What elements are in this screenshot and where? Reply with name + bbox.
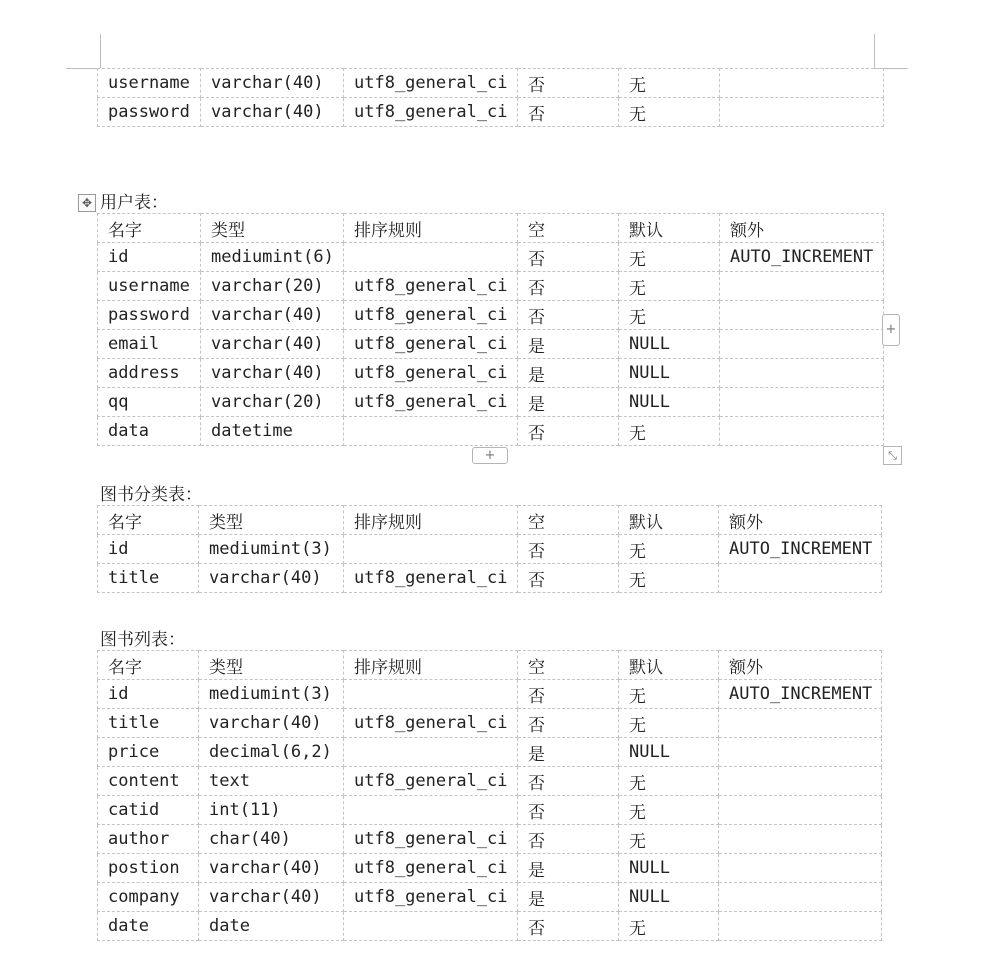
cell-null[interactable]: 否 [518, 69, 619, 98]
cell-name[interactable]: username [98, 69, 201, 98]
cell-type[interactable]: varchar(40) [201, 301, 344, 330]
cell-name[interactable]: id [98, 680, 199, 709]
cell-name[interactable]: content [98, 767, 199, 796]
cell-extra[interactable] [720, 330, 884, 359]
cell-null[interactable]: 是 [518, 854, 619, 883]
cell-type[interactable]: varchar(40) [199, 854, 344, 883]
cell-default[interactable]: 无 [619, 709, 719, 738]
cell-null[interactable]: 否 [518, 243, 619, 272]
table-row [98, 243, 884, 272]
cell-default[interactable]: 无 [619, 243, 720, 272]
table-row [98, 417, 884, 446]
cell-type[interactable]: varchar(40) [199, 709, 344, 738]
cell-null[interactable]: 否 [518, 301, 619, 330]
cell-collation[interactable] [344, 680, 518, 709]
table-row [98, 767, 882, 796]
cell-null[interactable]: 否 [518, 564, 619, 593]
cell-extra[interactable] [719, 854, 882, 883]
table-row [98, 709, 882, 738]
cell-extra[interactable]: AUTO_INCREMENT [719, 680, 882, 709]
prev-table [97, 68, 884, 127]
cell-collation[interactable]: utf8_general_ci [344, 388, 518, 417]
cell-collation[interactable]: utf8_general_ci [344, 767, 518, 796]
user-table [97, 213, 884, 446]
cell-default[interactable]: 无 [619, 825, 719, 854]
cell-type[interactable]: varchar(40) [201, 69, 344, 98]
cell-extra[interactable]: AUTO_INCREMENT [720, 243, 884, 272]
table-row [98, 883, 882, 912]
cell-null[interactable]: 否 [518, 767, 619, 796]
cell-extra[interactable] [719, 709, 882, 738]
cell-name[interactable]: id [98, 243, 201, 272]
header-cell-collation[interactable]: 排序规则 [344, 214, 518, 243]
cell-type[interactable]: varchar(40) [201, 330, 344, 359]
cell-collation[interactable]: utf8_general_ci [344, 69, 518, 98]
header-cell-null[interactable]: 空 [518, 214, 619, 243]
header-cell-default[interactable]: 默认 [619, 214, 720, 243]
page-corner-mark-left [100, 34, 101, 68]
table-header-row [98, 506, 882, 535]
table-row [98, 330, 884, 359]
cell-null[interactable]: 否 [518, 680, 619, 709]
table-row [98, 359, 884, 388]
book-table-caption: 图书列表： [100, 630, 185, 650]
cell-type[interactable]: varchar(40) [199, 883, 344, 912]
cell-collation[interactable]: utf8_general_ci [344, 564, 518, 593]
cell-default[interactable]: NULL [619, 359, 720, 388]
add-row-button[interactable]: + [472, 447, 508, 464]
cell-collation[interactable]: utf8_general_ci [344, 98, 518, 127]
table-row [98, 796, 882, 825]
cell-default[interactable]: 无 [619, 69, 720, 98]
cell-default[interactable]: 无 [619, 796, 719, 825]
header-cell-type[interactable]: 类型 [199, 506, 344, 535]
cell-collation[interactable] [344, 535, 518, 564]
cell-collation[interactable] [344, 912, 518, 941]
header-cell-default[interactable]: 默认 [619, 506, 719, 535]
cell-extra[interactable] [719, 796, 882, 825]
header-cell-name[interactable]: 名字 [98, 651, 199, 680]
header-cell-type[interactable]: 类型 [199, 651, 344, 680]
resize-diagonal-icon[interactable]: ⤡ [883, 446, 902, 465]
cell-default[interactable]: 无 [619, 272, 720, 301]
table-header-row [98, 651, 882, 680]
header-cell-collation[interactable]: 排序规则 [344, 506, 518, 535]
cell-name[interactable]: email [98, 330, 201, 359]
table-row [98, 854, 882, 883]
cell-default[interactable]: 无 [619, 98, 720, 127]
cell-extra[interactable] [719, 564, 882, 593]
header-cell-null[interactable]: 空 [518, 651, 619, 680]
cell-default[interactable]: 无 [619, 564, 719, 593]
cell-type[interactable]: int(11) [199, 796, 344, 825]
cell-default[interactable]: NULL [619, 330, 720, 359]
cell-type[interactable]: varchar(20) [201, 388, 344, 417]
cell-default[interactable]: 无 [619, 417, 720, 446]
cell-default[interactable]: NULL [619, 738, 719, 767]
cell-type[interactable]: char(40) [199, 825, 344, 854]
table-row [98, 680, 882, 709]
header-cell-null[interactable]: 空 [518, 506, 619, 535]
cell-null[interactable]: 是 [518, 738, 619, 767]
cell-collation[interactable] [344, 243, 518, 272]
cell-default[interactable]: 无 [619, 301, 720, 330]
cell-collation[interactable]: utf8_general_ci [344, 272, 518, 301]
cell-name[interactable]: password [98, 301, 201, 330]
cell-collation[interactable]: utf8_general_ci [344, 330, 518, 359]
cell-type[interactable]: varchar(40) [199, 564, 344, 593]
cell-null[interactable]: 是 [518, 883, 619, 912]
table-row [98, 301, 884, 330]
header-cell-default[interactable]: 默认 [619, 651, 719, 680]
table-row [98, 535, 882, 564]
cell-name[interactable]: title [98, 564, 199, 593]
cell-default[interactable]: NULL [619, 388, 720, 417]
cell-null[interactable]: 否 [518, 417, 619, 446]
cell-type[interactable]: mediumint(6) [201, 243, 344, 272]
cell-extra[interactable] [720, 69, 884, 98]
cell-collation[interactable]: utf8_general_ci [344, 825, 518, 854]
header-cell-extra[interactable]: 额外 [719, 506, 882, 535]
cell-collation[interactable]: utf8_general_ci [344, 883, 518, 912]
cell-null[interactable]: 否 [518, 912, 619, 941]
cell-extra[interactable] [719, 825, 882, 854]
cell-extra[interactable] [720, 98, 884, 127]
header-cell-name[interactable]: 名字 [98, 506, 199, 535]
header-cell-extra[interactable]: 额外 [719, 651, 882, 680]
cell-type[interactable]: varchar(40) [201, 98, 344, 127]
cell-default[interactable]: 无 [619, 680, 719, 709]
add-column-button[interactable]: + [882, 314, 900, 346]
table-row [98, 272, 884, 301]
cell-extra[interactable] [720, 388, 884, 417]
cell-name[interactable]: qq [98, 388, 201, 417]
cell-type[interactable]: date [199, 912, 344, 941]
header-cell-name[interactable]: 名字 [98, 214, 201, 243]
cell-extra[interactable] [719, 767, 882, 796]
cell-name[interactable]: postion [98, 854, 199, 883]
cell-default[interactable]: NULL [619, 883, 719, 912]
cell-null[interactable]: 否 [518, 796, 619, 825]
cell-null[interactable]: 否 [518, 535, 619, 564]
table-row [98, 69, 884, 98]
cell-null[interactable]: 否 [518, 709, 619, 738]
cell-null[interactable]: 否 [518, 825, 619, 854]
cell-default[interactable]: 无 [619, 535, 719, 564]
cell-type[interactable]: mediumint(3) [199, 680, 344, 709]
cell-name[interactable]: username [98, 272, 201, 301]
cell-name[interactable]: catid [98, 796, 199, 825]
cell-type[interactable]: varchar(40) [201, 359, 344, 388]
cell-name[interactable]: date [98, 912, 199, 941]
cell-collation[interactable]: utf8_general_ci [344, 854, 518, 883]
page-corner-mark-left-h [66, 68, 100, 69]
cell-null[interactable]: 是 [518, 388, 619, 417]
cell-collation[interactable]: utf8_general_ci [344, 359, 518, 388]
table-header-row [98, 214, 884, 243]
cell-name[interactable]: password [98, 98, 201, 127]
cell-default[interactable]: 无 [619, 912, 719, 941]
cell-name[interactable]: author [98, 825, 199, 854]
cell-type[interactable]: decimal(6,2) [199, 738, 344, 767]
cell-null[interactable]: 是 [518, 359, 619, 388]
user-table-caption: 用户表： [100, 193, 168, 213]
book-table [97, 650, 882, 941]
table-row [98, 98, 884, 127]
cell-extra[interactable] [720, 417, 884, 446]
cell-null[interactable]: 否 [518, 272, 619, 301]
table-move-icon[interactable]: ✥ [78, 194, 96, 212]
cell-collation[interactable]: utf8_general_ci [344, 301, 518, 330]
table-row [98, 564, 882, 593]
cell-collation[interactable]: utf8_general_ci [344, 709, 518, 738]
cell-default[interactable]: NULL [619, 854, 719, 883]
cell-name[interactable]: data [98, 417, 201, 446]
cell-type[interactable]: datetime [201, 417, 344, 446]
cell-type[interactable]: varchar(20) [201, 272, 344, 301]
cell-collation[interactable] [344, 738, 518, 767]
cell-default[interactable]: 无 [619, 767, 719, 796]
cell-extra[interactable] [719, 883, 882, 912]
table-row [98, 738, 882, 767]
cell-extra[interactable] [720, 359, 884, 388]
cell-null[interactable]: 否 [518, 98, 619, 127]
cell-extra[interactable] [719, 912, 882, 941]
cell-type[interactable]: text [199, 767, 344, 796]
cell-type[interactable]: mediumint(3) [199, 535, 344, 564]
header-cell-type[interactable]: 类型 [201, 214, 344, 243]
cell-name[interactable]: price [98, 738, 199, 767]
table-row [98, 825, 882, 854]
cell-extra[interactable] [719, 738, 882, 767]
cell-extra[interactable] [720, 272, 884, 301]
header-cell-extra[interactable]: 额外 [720, 214, 884, 243]
table-row [98, 388, 884, 417]
cell-name[interactable]: id [98, 535, 199, 564]
cell-extra[interactable] [720, 301, 884, 330]
cell-name[interactable]: title [98, 709, 199, 738]
cell-collation[interactable] [344, 796, 518, 825]
cell-name[interactable]: company [98, 883, 199, 912]
header-cell-collation[interactable]: 排序规则 [344, 651, 518, 680]
cell-name[interactable]: address [98, 359, 201, 388]
category-table [97, 505, 882, 593]
cell-collation[interactable] [344, 417, 518, 446]
table-row [98, 912, 882, 941]
category-table-caption: 图书分类表： [100, 485, 202, 505]
page-corner-mark-right [874, 34, 875, 68]
cell-extra[interactable]: AUTO_INCREMENT [719, 535, 882, 564]
cell-null[interactable]: 是 [518, 330, 619, 359]
